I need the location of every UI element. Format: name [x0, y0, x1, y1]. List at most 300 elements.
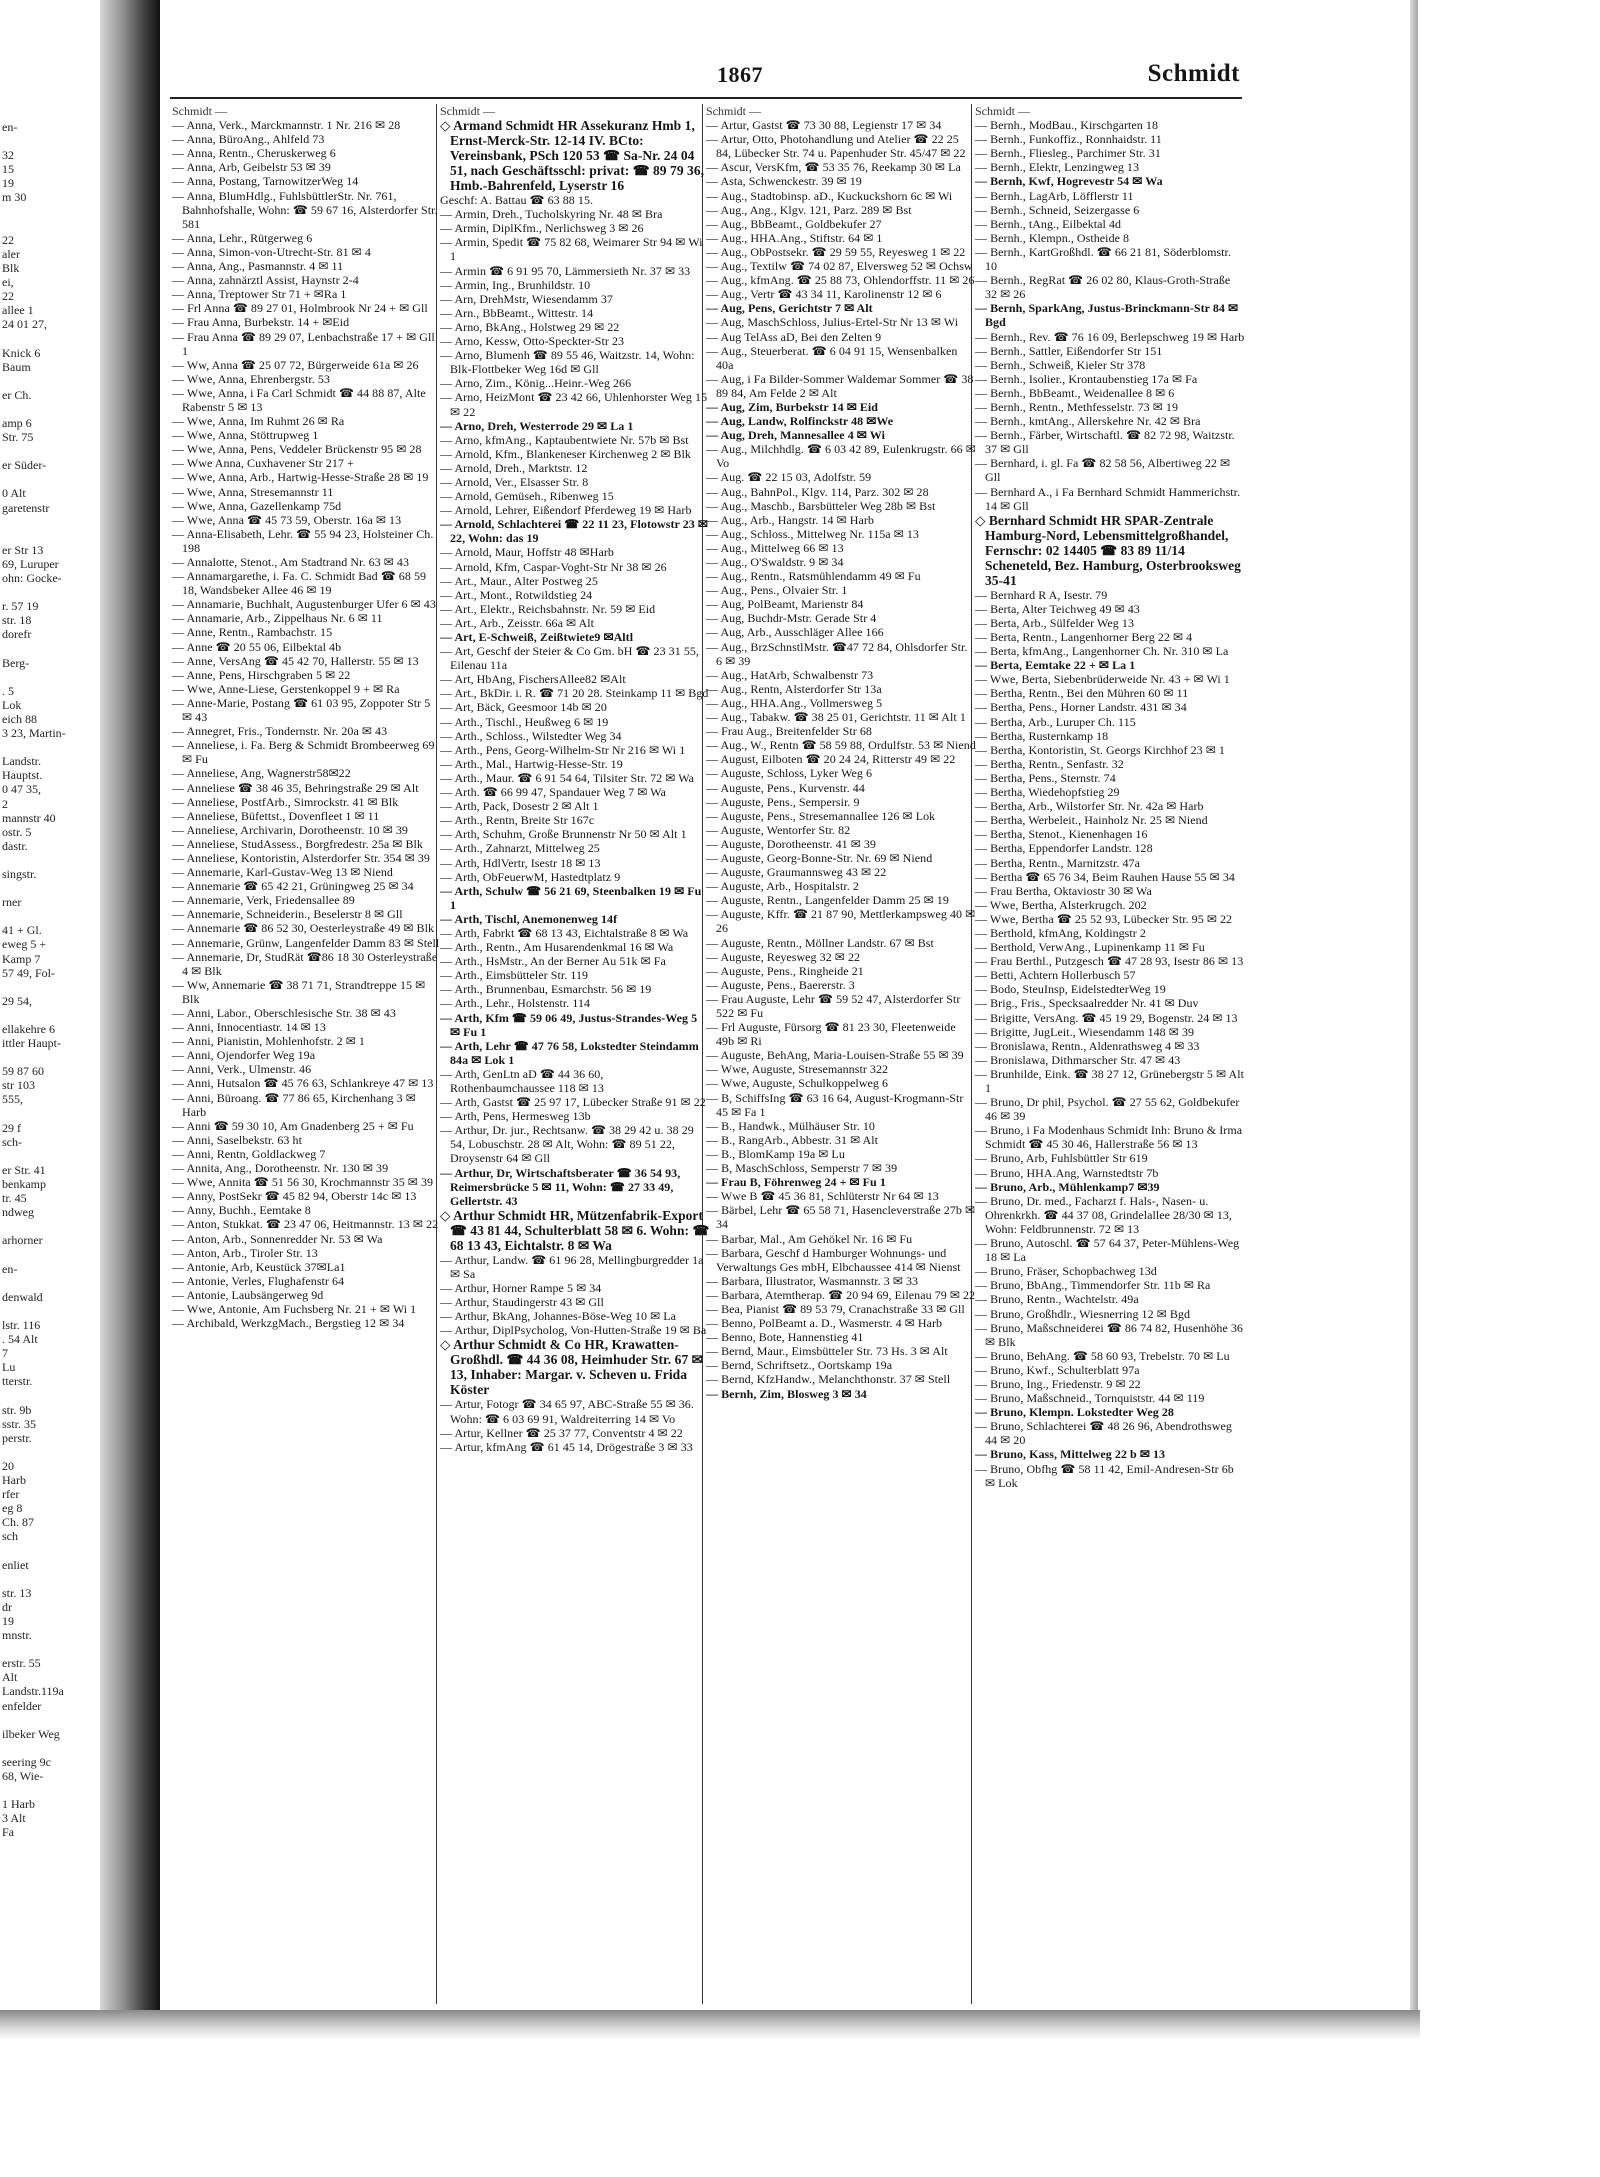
facing-page-fragment: dr — [2, 1599, 12, 1614]
directory-entry: — Arnold, Dreh., Marktstr. 12 — [440, 460, 588, 475]
facing-page-fragment: Lu — [2, 1360, 16, 1375]
directory-entry: — Anneliese, Ang, Wagnerstr58✉22 — [172, 766, 351, 781]
directory-entry: — Benno, PolBeamt a. D., Wasmerstr. 4 ✉ Harb — [706, 1316, 943, 1331]
directory-entry: — Auguste, Pens., Sempersir. 9 — [706, 794, 860, 809]
directory-entry: — Brigitte, JugLeit., Wiesendamm 148 ✉ 39 — [975, 1024, 1195, 1039]
directory-entry: — Frau Auguste, Lehr ☎ 59 52 47, Alsterdorfer Str 522 ✉ Fu — [706, 991, 961, 1020]
book-gutter — [100, 0, 160, 2030]
directory-entry: — Arnold, Ver., Elsasser Str. 8 — [440, 474, 589, 489]
directory-entry: — Armin, DiplKfm., Nerlichsweg 3 ✉ 26 — [440, 221, 644, 236]
facing-page-fragment — [2, 219, 100, 233]
facing-page-fragment — [2, 331, 100, 345]
directory-entry: — Bruno, Klempn. Lokstedter Weg 28 — [975, 1405, 1174, 1420]
facing-page-fragment: dorefr — [2, 627, 32, 642]
directory-entry: — Auguste, Kffr. ☎ 21 87 90, Mettlerkampsweg 40 ✉ 26 — [706, 907, 976, 936]
directory-entry: — Anni, Innocentiastr. 14 ✉ 13 — [172, 1020, 326, 1035]
facing-page-fragment: 22 — [2, 289, 14, 304]
directory-entry: — Bernh., LagArb, Löfflerstr 11 — [975, 188, 1134, 203]
directory-entry: — Armin, Spedit ☎ 75 82 68, Weimarer Str 94 ✉ Wi 1 — [440, 235, 703, 264]
facing-page-fragment: arhorner — [2, 1233, 43, 1248]
directory-entry: — Barbara, Geschf d Hamburger Wohnungs- und Verwaltungs Ges mbH, Elbchaussee 414 ✉ Nienst — [706, 1245, 961, 1274]
facing-page-fragment: 3 Alt — [2, 1811, 26, 1826]
facing-page-fragment: en- — [2, 1261, 18, 1276]
directory-entry: — Bruno, Maßschneid., Tornquiststr. 44 ✉ 119 — [975, 1391, 1205, 1406]
facing-page-fragment: aler — [2, 246, 20, 261]
directory-entry: — Anni, Rentn, Goldlackweg 7 — [172, 1146, 326, 1161]
facing-page-fragment — [2, 853, 100, 867]
directory-entry: — Arth, ObFeuerwM, Hastedtplatz 9 — [440, 869, 621, 884]
directory-entry: — Bruno, HHA.Ang, Warnstedtstr 7b — [975, 1165, 1159, 1180]
directory-entry: — Auguste, Arb., Hospitalstr. 2 — [706, 879, 859, 894]
directory-entry: — Brig., Fris., Specksaalredder Nr. 41 ✉ Duv — [975, 996, 1199, 1011]
directory-entry: — Arth, Kfm ☎ 59 06 49, Justus-Strandes-Weg 5 ✉ Fu 1 — [440, 1010, 698, 1039]
directory-entry: — Art, HbAng, FischersAllee82 ✉Alt — [440, 672, 626, 687]
directory-entry: — Barbara, Illustrator, Wasmannstr. 3 ✉ 33 — [706, 1273, 919, 1288]
directory-entry: — B., BlomKamp 19a ✉ Lu — [706, 1146, 845, 1161]
directory-entry: — Aug., BrzSchnstlMstr. ☎47 72 84, Ohlsdorfer Str. 6 ✉ 39 — [706, 639, 968, 668]
directory-entry: — Bernh, Kwf, Hogrevestr 54 ✉ Wa — [975, 174, 1163, 189]
facing-page-fragment: Baum — [2, 359, 31, 374]
directory-entry: — Bernd, KfzHandw., Melanchthonstr. 37 ✉ Stell — [706, 1372, 951, 1387]
directory-entry: — Auguste, BehAng, Maria-Louisen-Straße 55 ✉ 39 — [706, 1048, 964, 1063]
facing-page-fragment: singstr. — [2, 866, 37, 881]
facing-page-fragment: seering 9c — [2, 1754, 51, 1769]
directory-entry: — Anna, Lehr., Rütgerweg 6 — [172, 230, 313, 245]
directory-entry: — Anton, Arb., Sonnenredder Nr. 53 ✉ Wa — [172, 1231, 383, 1246]
facing-page-fragment: er Süder- — [2, 458, 47, 473]
directory-entry: — Bertha, Kontoristin, St. Georgs Kirchhof 23 ✉ 1 — [975, 742, 1225, 757]
directory-entry: — Arthur, Staudingerstr 43 ✉ Gll — [440, 1295, 604, 1310]
directory-entry: — Bruno, Rentn., Wachtelstr. 49a — [975, 1292, 1139, 1307]
directory-entry: — Bertha, Arb., Luruper Ch. 115 — [975, 714, 1136, 729]
directory-entry: — Annemarie ☎ 86 52 30, Oesterleystraße 49 ✉ Blk — [172, 921, 435, 936]
directory-entry: — Bruno, Dr phil, Psychol. ☎ 27 55 62, Goldbekufer 46 ✉ 39 — [975, 1095, 1240, 1124]
directory-entry: — Anny, PostSekr ☎ 45 82 94, Oberstr 14c ✉ 13 — [172, 1189, 417, 1204]
directory-entry: — Annegret, Fris., Tondernstr. Nr. 20a ✉ 43 — [172, 724, 388, 739]
directory-entry: — Brigitte, VersAng. ☎ 45 19 29, Bogenstr. 24 ✉ 13 — [975, 1010, 1238, 1025]
directory-entry: — Bernh., Fliesleg., Parchimer Str. 31 — [975, 146, 1161, 161]
directory-entry: — Bernh., Isolier., Krontaubenstieg 17a ✉ Fa — [975, 371, 1198, 386]
directory-entry: — Archibald, WerkzgMach., Bergstieg 12 ✉ 34 — [172, 1316, 405, 1331]
directory-entry: — Aug., Steuerberat. ☎ 6 04 91 15, Wensenbalken 40a — [706, 343, 958, 372]
directory-entry: — Anneliese, PostfArb., Simrockstr. 41 ✉ Blk — [172, 794, 399, 809]
facing-page-fragment: ostr. 5 — [2, 824, 32, 839]
facing-page-fragment: ittler Haupt- — [2, 1036, 61, 1051]
facing-page-fragment: 24 01 27, — [2, 317, 47, 332]
directory-entry: — Bertha, Eppendorfer Landstr. 128 — [975, 841, 1153, 856]
directory-entry: — Auguste, Rentn., Langenfelder Damm 25 ✉ 19 — [706, 893, 949, 908]
facing-page-fragment: 20 — [2, 1458, 14, 1473]
directory-column-3 — [706, 104, 976, 2004]
directory-entry: — Bernh., Klempn., Ostheide 8 — [975, 230, 1130, 245]
facing-page-fragment: 57 49, Fol- — [2, 965, 56, 980]
facing-page-fragment: 555, — [2, 1092, 23, 1107]
directory-entry: — Frau Aug., Breitenfelder Str 68 — [706, 724, 872, 739]
directory-entry: — Frl Auguste, Fürsorg ☎ 81 23 30, Fleetenweide 49b ✉ Ri — [706, 1020, 956, 1049]
directory-entry: — Bernh., tAng., Eilbektal 4d — [975, 216, 1122, 231]
directory-entry: — Auguste, Pens., Stresemannallee 126 ✉ Lok — [706, 808, 936, 823]
directory-entry: — Bertha, Pens., Sternstr. 74 — [975, 770, 1116, 785]
facing-page-fragment: eich 88 — [2, 711, 37, 726]
directory-entry: — Arth. ☎ 66 99 47, Spandauer Weg 7 ✉ Wa — [440, 785, 666, 800]
directory-entry: ◇ Bernhard Schmidt HR SPAR-Zentrale Hamburg-Nord, Lebensmittelgroßhandel, Fernschr: 02 14405 ☎ 83 89 11/14 Scheneteld, Bez. Hamburg, Osterbrooksweg 35-41 — [975, 512, 1241, 588]
facing-page-fragment: str. 18 — [2, 613, 32, 628]
directory-entry: — Arth., Rentn, Breite Str 167c — [440, 813, 595, 828]
directory-entry: — Aug., Ang., Klgv. 121, Parz. 289 ✉ Bst — [706, 202, 912, 217]
directory-entry: — Art., Maur., Alter Postweg 25 — [440, 573, 598, 588]
facing-page-fragment: eg 8 — [2, 1501, 23, 1516]
directory-column-2 — [440, 104, 710, 2004]
directory-entry: — Anneliese, i. Fa. Berg & Schmidt Brombeerweg 69 ✉ Fu — [172, 738, 435, 767]
directory-entry: — Arth, Schulw ☎ 56 21 69, Steenbalken 19 ✉ Fu 1 — [440, 883, 702, 912]
facing-page-fragment — [2, 1783, 100, 1797]
facing-page-fragment: en- — [2, 120, 18, 134]
directory-entry: — Bernd, Schriftsetz., Oortskamp 19a — [706, 1358, 893, 1373]
facing-page-fragment: m 30 — [2, 190, 27, 205]
directory-entry: — Wwe, Bertha ☎ 25 52 93, Lübecker Str. 95 ✉ 22 — [975, 911, 1233, 926]
facing-page-fragment: Lok — [2, 697, 22, 712]
directory-entry: — Aug., W., Rentn ☎ 58 59 88, Ordulfstr. 53 ✉ Niend — [706, 738, 976, 753]
directory-entry: — Art, E-Schweiß, Zeißtwiete9 ✉Altl — [440, 630, 634, 644]
directory-entry: — Bernhard, i. gl. Fa ☎ 82 58 56, Albertiweg 22 ✉Gll — [975, 456, 1231, 485]
directory-entry: — Bertha, Rentn., Senfastr. 32 — [975, 756, 1124, 771]
directory-entry: — Anton, Stukkat. ☎ 23 47 06, Heitmannstr. 13 ✉ 22 — [172, 1217, 439, 1232]
directory-entry: — Annalotte, Stenot., Am Stadtrand Nr. 63 ✉ 43 — [172, 555, 410, 569]
directory-entry: — Artur, Otto, Photohandlung und Atelier ☎ 22 25 84, Lübecker Str. 74 u. Papenhuder Str. 45/47 ✉ 22 — [706, 132, 966, 161]
directory-entry: — Anni, Hutsalon ☎ 45 76 63, Schlankreye 47 ✉ 13 — [172, 1076, 434, 1091]
facing-page-fragment: Berg- — [2, 655, 30, 670]
directory-entry: — B., RangArb., Abbestr. 31 ✉ Alt — [706, 1132, 879, 1147]
directory-entry: — Berta, kfmAng., Langenhorner Ch. Nr. 310 ✉ La — [975, 644, 1229, 659]
directory-entry: — Arth., Lehr., Holstenstr. 114 — [440, 996, 591, 1011]
directory-entry: — Wwe, Antonie, Am Fuchsberg Nr. 21 + ✉ Wi 1 — [172, 1301, 417, 1316]
directory-entry: — Artur, kfmAng ☎ 61 45 14, Drögestraße 3 ✉ 33 — [440, 1439, 693, 1454]
directory-entry: — Arth, Pack, Dosestr 2 ✉ Alt 1 — [440, 799, 599, 814]
directory-entry: — Aug, Arb., Ausschläger Allee 166 — [706, 625, 884, 640]
directory-entry: — Berta, Alter Teichweg 49 ✉ 43 — [975, 601, 1140, 616]
facing-page-fragment — [2, 374, 100, 388]
directory-entry: — Bruno, Autoschl. ☎ 57 64 37, Peter-Mühlens-Weg 18 ✉ La — [975, 1236, 1240, 1265]
facing-page-fragment: Knick 6 — [2, 345, 41, 360]
directory-entry: — Anne-Marie, Postang ☎ 61 03 95, Zoppoter Str 5 ✉ 43 — [172, 695, 431, 725]
directory-entry: — B, MaschSchloss, Semperstr 7 ✉ 39 — [706, 1161, 898, 1176]
directory-entry: — Art, Bäck, Geesmoor 14b ✉ 20 — [440, 700, 607, 715]
directory-entry: — Arthur, DiplPsycholog, Von-Hutten-Straße 19 ✉ Ba — [440, 1323, 707, 1338]
directory-entry: — Bruno, Arb, Fuhlsbüttler Str 619 — [975, 1151, 1148, 1166]
directory-entry: — Arno, HeizMont ☎ 23 42 66, Uhlenhorster Weg 15 ✉ 22 — [440, 390, 708, 419]
facing-page-fragment: 22 — [2, 232, 14, 247]
directory-entry: — Wwe, Anna, Ehrenbergstr. 53 — [172, 371, 330, 386]
directory-entry: — Aug., Milchhdlg. ☎ 6 03 42 89, Eulenkrugstr. 66 ✉ Vo — [706, 442, 976, 471]
facing-page-fragment: Hauptst. — [2, 768, 43, 783]
directory-entry: — Annamarie, Buchhalt, Augustenburger Ufer 6 ✉ 43 — [172, 597, 436, 612]
directory-entry: — Bertha, Pens., Horner Landstr. 431 ✉ 34 — [975, 700, 1187, 715]
column-running-head: Schmidt — — [172, 104, 228, 118]
directory-entry: — Arth., Schloss., Wilstedter Weg 34 — [440, 728, 622, 743]
directory-entry: — Ascur, VersKfm, ☎ 53 35 76, Reekamp 30 ✉ La — [706, 160, 961, 175]
directory-entry: — Bernh., KartGroßhdl. ☎ 66 21 81, Söderblomstr. 10 — [975, 244, 1231, 274]
page-bottom-shadow — [0, 2010, 1420, 2040]
directory-entry: — Aug, MaschSchloss, Julius-Ertel-Str Nr 13 ✉ Wi — [706, 315, 959, 330]
facing-page-fragment: 2 — [2, 796, 8, 811]
directory-entry: — Wwe, Annita ☎ 51 56 30, Krochmannstr 35 ✉ 39 — [172, 1175, 434, 1190]
directory-entry: — Antonie, Arb, Keustück 37✉La1 — [172, 1259, 346, 1274]
directory-entry: — Aug., BbBeamt., Goldbekufer 27 — [706, 216, 882, 231]
directory-entry: — Wwe B ☎ 45 36 81, Schlüterstr Nr 64 ✉ 13 — [706, 1189, 939, 1204]
directory-entry: — Bernh, SparkAng, Justus-Brinckmann-Str 84 ✉ Bgd — [975, 301, 1239, 330]
directory-entry: — Aug, Buchdr-Mstr. Gerade Str 4 — [706, 611, 877, 626]
directory-entry: — Berta, Rentn., Langenhorner Berg 22 ✉ 4 — [975, 630, 1193, 644]
directory-entry: — Bruno, i Fa Modenhaus Schmidt Inh: Bruno & Irma Schmidt ☎ 45 30 46, Hallerstraße 56 ✉ 13 — [975, 1123, 1243, 1152]
directory-entry: — Arth, GenLtn aD ☎ 44 36 60, Rothenbaumchaussee 118 ✉ 13 — [440, 1066, 604, 1095]
directory-entry: — Wwe, Berta, Siebenbrüderweide Nr. 43 + ✉ Wi 1 — [975, 672, 1230, 687]
directory-entry: — Arnold, Kfm., Blankeneser Kirchenweg 2 ✉ Blk — [440, 446, 691, 461]
directory-entry: — Arth, Tischl, Anemonenweg 14f — [440, 911, 618, 926]
directory-entry: — Aug., Rentn, Alsterdorfer Str 13a — [706, 681, 882, 696]
directory-entry: — Arth., Tischl., Heußweg 6 ✉ 19 — [440, 714, 609, 729]
directory-entry: — Aug, Zim, Burbekstr 14 ✉ Eid — [706, 399, 879, 414]
facing-page-fragment: 59 87 60 — [2, 1064, 44, 1079]
directory-column-1 — [172, 104, 442, 2004]
directory-entry: — Bernh., Färber, Wirtschaftl. ☎ 82 72 98, Waitzstr. 37 ✉ Gll — [975, 428, 1235, 457]
directory-entry: — Annemarie, Karl-Gustav-Weg 13 ✉ Niend — [172, 865, 393, 880]
directory-entry: — Bernh., Rev. ☎ 76 16 09, Berlepschweg 19 ✉ Harb — [975, 329, 1245, 344]
directory-entry: — Bruno, Kass, Mittelweg 22 b ✉ 13 — [975, 1447, 1166, 1462]
facing-page-fragment: 0 47 35, — [2, 782, 41, 797]
facing-page-fragment: eweg 5 + — [2, 937, 47, 952]
facing-page-fragment: 19 — [2, 1613, 14, 1628]
directory-entry: — Annemarie, Verk, Friedensallee 89 — [172, 893, 355, 908]
facing-page-fragment: rner — [2, 895, 22, 910]
facing-page-fragment: Alt — [2, 1670, 18, 1685]
directory-entry: — Arno, Blumenh ☎ 89 55 46, Waitzstr. 14, Wohn: Blk-Flottbeker Weg 16d ✉ Gll — [440, 348, 695, 377]
directory-entry: — Anna, Ang., Pasmannstr. 4 ✉ 11 — [172, 259, 344, 274]
directory-entry: — Auguste, Wentorfer Str. 82 — [706, 822, 851, 837]
directory-entry: — Artur, Gastst ☎ 73 30 88, Legienstr 17 ✉ 34 — [706, 118, 942, 133]
directory-entry: — Bea, Pianist ☎ 89 53 79, Cranachstraße 33 ✉ Gll — [706, 1301, 965, 1316]
directory-entry: — Aug, Pens, Gerichtstr 7 ✉ Alt — [706, 301, 873, 316]
directory-entry: — Wwe, Anna ☎ 45 73 59, Oberstr. 16a ✉ 13 — [172, 512, 402, 527]
directory-entry: — Wwe, Auguste, Stresemannstr 322 — [706, 1062, 889, 1077]
facing-page-fragment: 29 f — [2, 1120, 21, 1135]
directory-entry: — Aug., Textilw ☎ 74 02 87, Elversweg 52 ✉ Ochsw — [706, 259, 973, 274]
directory-entry: — August, Eilboten ☎ 20 24 24, Ritterstr 49 ✉ 22 — [706, 752, 956, 767]
facing-page-fragment — [2, 1219, 100, 1233]
directory-entry: — Anna, Postang, TarnowitzerWeg 14 — [172, 174, 359, 189]
directory-entry: — Berta, Arb., Sülfelder Weg 13 — [975, 615, 1134, 630]
directory-entry: — Armin, Ing., Brunhildstr. 10 — [440, 277, 591, 292]
directory-entry: — Bruno, BbAng., Timmendorfer Str. 11b ✉ Ra — [975, 1278, 1211, 1293]
directory-entry: — Bertha, Rentn., Marnitzstr. 47a — [975, 855, 1140, 870]
directory-entry: — Arno, Zim., König...Heinr.-Weg 266 — [440, 376, 632, 391]
directory-entry: — Bertha, Wiedehopfstieg 29 — [975, 785, 1120, 800]
directory-entry: — Wwe, Anna, Im Ruhmt 26 ✉ Ra — [172, 414, 345, 429]
directory-entry: — Auguste, Reyesweg 32 ✉ 22 — [706, 949, 861, 964]
directory-entry: — Auguste, Graumannsweg 43 ✉ 22 — [706, 865, 887, 880]
directory-entry: — Anni, Labor., Oberschlesische Str. 38 ✉ 43 — [172, 1006, 396, 1020]
directory-entry: — Aug, Landw, Rolfinckstr 48 ✉We — [706, 414, 894, 429]
directory-entry: — Arnold, Schlachterei ☎ 22 11 23, Flotowstr 23 ✉ 22, Wohn: das 19 — [440, 517, 709, 546]
directory-entry: — Betti, Achtern Hollerbusch 57 — [975, 968, 1136, 983]
directory-entry: — Arth., Eimsbütteler Str. 119 — [440, 968, 589, 983]
facing-page-fragment: ohn: Gocke- — [2, 571, 62, 585]
page-number: 1867 — [717, 62, 763, 87]
directory-entry: — Arthur, Horner Rampe 5 ✉ 34 — [440, 1281, 602, 1296]
directory-entry: — Arnold, Gemüseh., Ribenweg 15 — [440, 489, 614, 504]
directory-entry: — Anneliese, Kontoristin, Alsterdorfer Str. 354 ✉ 39 — [172, 850, 430, 865]
directory-entry: — Auguste, Pens., Ringheide 21 — [706, 963, 864, 978]
directory-entry: — Annamargarethe, i. Fa. C. Schmidt Bad ☎ 68 59 18, Wandsbeker Allee 46 ✉ 19 — [172, 569, 427, 598]
directory-entry: — Barbar, Mal., Am Gehökel Nr. 16 ✉ Fu — [706, 1231, 913, 1246]
directory-entry: — Arnold, Lehrer, Eißendorf Pferdeweg 19 ✉ Harb — [440, 503, 692, 518]
directory-entry: — Bernh., Sattler, Eißendorfer Str 151 — [975, 343, 1163, 358]
directory-entry: — Armin ☎ 6 91 95 70, Lämmersieth Nr. 37 ✉ 33 — [440, 263, 691, 278]
facing-page-fragment: 29 54, — [2, 993, 32, 1008]
directory-entry: — Wwe, Anna, Gazellenkamp 75d — [172, 498, 342, 513]
directory-entry: — Arth., Mal., Hartwig-Hesse-Str. 19 — [440, 756, 623, 771]
facing-page-fragment: r. 57 19 — [2, 599, 39, 614]
facing-page-fragment: Str. 75 — [2, 430, 34, 445]
directory-entry: — Frl Anna ☎ 89 27 01, Holmbrook Nr 24 + ✉ Gll — [172, 301, 428, 316]
facing-page-fragment: Fa — [2, 1825, 14, 1840]
directory-entry: — Berthold, kfmAng, Koldingstr 2 — [975, 925, 1146, 940]
directory-entry: — Wwe, Anna, Stöttrupweg 1 — [172, 428, 319, 443]
facing-page-fragment: 7 — [2, 1346, 8, 1361]
facing-page-fragment: Landstr.119a — [2, 1684, 64, 1699]
page-heading: Schmidt — [1147, 60, 1240, 87]
directory-entry: — Wwe, Auguste, Schulkoppelweg 6 — [706, 1076, 889, 1091]
directory-entry: — Armin, Dreh., Tucholskyring Nr. 48 ✉ Bra — [440, 207, 663, 222]
directory-entry: — Aug., Stadtobinsp. aD., Kuckuckshorn 6c ✉ Wi — [706, 188, 953, 203]
directory-entry: — Anna, Rentn., Cheruskerweg 6 — [172, 146, 336, 161]
directory-entry: — Benno, Bote, Hannenstieg 41 — [706, 1330, 864, 1345]
facing-page-fragment: ilbeker Weg — [2, 1726, 60, 1741]
directory-entry: — Art., Arb., Zeisstr. 66a ✉ Alt — [440, 615, 594, 630]
directory-entry: — Arth., Zahnarzt, Mittelweg 25 — [440, 841, 600, 856]
directory-entry: — B., Handwk., Mülhäuser Str. 10 — [706, 1118, 875, 1133]
directory-entry: — Arthur, Dr, Wirtschaftsberater ☎ 36 54 93, Reimersbrücke 5 ✉ 11, Wohn: ☎ 27 33 49, Gellertstr. 43 — [440, 1165, 681, 1208]
directory-entry: — Auguste, Rentn., Möllner Landstr. 67 ✉ Bst — [706, 935, 934, 950]
facing-page-fragment — [2, 641, 100, 655]
directory-entry: — Bernh., Elektr, Lenzingweg 13 — [975, 160, 1140, 175]
directory-entry: — Bernh., ModBau., Kirschgarten 18 — [975, 118, 1159, 133]
directory-entry: — Arthur, BkAng, Johannes-Böse-Weg 10 ✉ La — [440, 1309, 677, 1324]
directory-entry: — Aug., HHA.Ang., Vollmersweg 5 — [706, 695, 883, 710]
directory-entry: — Anna, BlumHdlg., FuhlsbüttlerStr. Nr. 761, Bahnhofshalle, Wohn: ☎ 59 67 16, Alsterdorfer Str. 581 — [172, 188, 438, 231]
directory-entry: — Anna-Elisabeth, Lehr. ☎ 55 94 23, Holsteiner Ch. 198 — [172, 526, 434, 555]
directory-entry: — Anni ☎ 59 30 10, Am Gnadenberg 25 + ✉ Fu — [172, 1118, 414, 1133]
directory-entry: — Aug., kfmAng. ☎ 25 88 73, Ohlendorffstr. 11 ✉ 26 — [706, 273, 975, 288]
directory-entry: — Wwe, Anna, Stresemannstr 11 — [172, 484, 334, 499]
directory-entry: — Anni, Verk., Ulmenstr. 46 — [172, 1062, 312, 1077]
directory-entry: — Wwe, Anne-Liese, Gerstenkoppel 9 + ✉ Ra — [172, 681, 400, 696]
directory-entry: — Annemarie ☎ 65 42 21, Grüningweg 25 ✉ 34 — [172, 879, 414, 894]
facing-page-fragment: lstr. 116 — [2, 1317, 41, 1332]
facing-page-fragment — [2, 1572, 100, 1586]
directory-entry: — Anna, Simon-von-Utrecht-Str. 81 ✉ 4 — [172, 244, 371, 259]
facing-page-fragment: 41 + Gl. — [2, 923, 42, 938]
directory-entry: — Anna, Verk., Marckmannstr. 1 Nr. 216 ✉ 28 — [172, 118, 401, 133]
directory-entry: — Anna, Treptower Str 71 + ✉Ra 1 — [172, 287, 347, 302]
facing-page-fragment — [2, 980, 100, 994]
directory-entry: — Arth., Rentn., Am Husarendenkmal 16 ✉ Wa — [440, 940, 674, 955]
facing-page-fragment — [2, 515, 100, 529]
facing-page-fragment — [2, 472, 100, 486]
directory-entry: — Arnold, Kfm, Caspar-Voght-Str Nr 38 ✉ 26 — [440, 559, 667, 574]
directory-entry: — Annemarie, Dr, StudRät ☎86 18 30 Osterleystraße 4 ✉ Blk — [172, 949, 438, 978]
directory-entry: — Aug., BahnPol., Klgv. 114, Parz. 302 ✉ 28 — [706, 484, 929, 499]
directory-entry: — Berthold, VerwAng., Lupinenkamp 11 ✉ Fu — [975, 940, 1205, 955]
directory-entry: — Auguste, Schloss, Lyker Weg 6 — [706, 766, 873, 781]
facing-page-fragment: denwald — [2, 1289, 43, 1304]
facing-page-fragment — [2, 1713, 100, 1727]
directory-entry: — Arth, Schuhm, Große Brunnenstr Nr 50 ✉ Alt 1 — [440, 827, 687, 842]
directory-entry: — Arno, Dreh, Westerrode 29 ✉ La 1 — [440, 418, 634, 433]
directory-entry: — Bruno, Maßschneiderei ☎ 86 74 82, Husenhöhe 36 ✉ Blk — [975, 1320, 1243, 1349]
directory-entry: — Artur, Fotogr ☎ 34 65 97, ABC-Straße 55 ✉ 36. Wohn: ☎ 6 03 69 91, Waldreiterring 14 ✉ Vo — [440, 1397, 694, 1426]
directory-entry: — Bernd, Maur., Eimsbütteler Str. 73 Hs. 3 ✉ Alt — [706, 1344, 948, 1359]
facing-page-fragment — [2, 585, 100, 599]
directory-entry: — Auguste, Pens., Baererstr. 3 — [706, 977, 855, 992]
facing-page-fragment: enfelder — [2, 1698, 42, 1713]
directory-entry: — Anna, Arb, Geibelstr 53 ✉ 39 — [172, 160, 331, 175]
facing-page-fragment: . 5 — [2, 683, 14, 698]
facing-page-fragment — [2, 1008, 100, 1022]
facing-page-fragment: sch — [2, 1529, 18, 1544]
facing-page-fragment — [2, 909, 100, 923]
directory-entry: — Ww, Anna ☎ 25 07 72, Bürgerweide 61a ✉ 26 — [172, 357, 419, 372]
directory-entry: — Annita, Ang., Dorotheenstr. Nr. 130 ✉ 39 — [172, 1161, 389, 1176]
directory-entry: — Auguste, Georg-Bonne-Str. Nr. 69 ✉ Niend — [706, 850, 933, 865]
directory-entry: — Bernh., kmtAng., Allerskehre Nr. 42 ✉ Bra — [975, 414, 1201, 429]
directory-entry: — Bertha ☎ 65 76 34, Beim Rauhen Hause 55 ✉ 34 — [975, 869, 1235, 884]
directory-entry: — Anny, Buchh., Eemtake 8 — [172, 1203, 311, 1218]
directory-entry: — Annamarie, Arb., Zippelhaus Nr. 6 ✉ 11 — [172, 611, 383, 626]
directory-entry: — Anneliese, Archivarin, Dorotheenstr. 10 ✉ 39 — [172, 822, 408, 837]
facing-page-fragment: str. 13 — [2, 1585, 32, 1600]
directory-entry: — Anna, zahnärztl Assist, Haynstr 2-4 — [172, 273, 359, 288]
directory-entry: — Bertha, Stenot., Kienenhagen 16 — [975, 827, 1148, 842]
directory-entry: — Arth., Maur. ☎ 6 91 54 64, Tilsiter Str. 72 ✉ Wa — [440, 770, 695, 785]
directory-entry: — Frau Anna ☎ 89 29 07, Lenbachstraße 17 + ✉ Gll 1 — [172, 329, 435, 358]
directory-entry: — Arth., HsMstr., An der Berner Au 51k ✉ Fa — [440, 954, 666, 969]
directory-entry: — Bronislawa, Dithmarscher Str. 47 ✉ 43 — [975, 1052, 1181, 1067]
header-rule — [170, 97, 1242, 99]
facing-page-fragment: sch- — [2, 1134, 22, 1149]
directory-entry: — Art, Geschf der Steier & Co Gm. bH ☎ 23 31 55, Eilenau 11a — [440, 644, 699, 673]
directory-entry: — Bernhard R A, Isestr. 79 — [975, 587, 1108, 602]
directory-entry: — Bertha, Rusternkamp 18 — [975, 728, 1109, 743]
directory-entry: — Auguste, Pens., Kurvenstr. 44 — [706, 780, 865, 795]
facing-page-fragment: perstr. — [2, 1430, 32, 1445]
facing-page-fragment — [2, 740, 100, 754]
directory-entry: ◇ Arthur Schmidt & Co HR, Krawatten-Großhdl. ☎ 44 36 08, Heimhuder Str. 67 ✉ 13, Inhaber: Margar. v. Scheven u. Frida Köster — [440, 1337, 704, 1398]
directory-entry: — Art., Mont., Rotwildstieg 24 — [440, 587, 593, 602]
facing-page-fragment: enliet — [2, 1557, 29, 1572]
directory-entry: — Bruno, Kwf., Schulterblatt 97a — [975, 1362, 1140, 1377]
facing-page-fragment: mannstr 40 — [2, 810, 56, 825]
directory-entry: — Anni, Büroang. ☎ 77 86 65, Kirchenhang 3 ✉ Harb — [172, 1090, 416, 1119]
directory-entry: — Anni, Ojendorfer Weg 19a — [172, 1048, 316, 1063]
facing-page-fragment: Ch. 87 — [2, 1515, 35, 1530]
directory-entry: — Arno, Kessw, Otto-Speckter-Str 23 — [440, 334, 625, 349]
directory-entry: — Arth, Pens, Hermesweg 13b — [440, 1109, 591, 1124]
facing-page-fragment — [2, 1149, 100, 1163]
facing-page-fragment: 3 23, Martin- — [2, 726, 66, 741]
facing-page-fragment: . 54 Alt — [2, 1332, 38, 1347]
facing-page-fragment: 68, Wie- — [2, 1768, 44, 1783]
directory-entry: — Aug, Dreh, Mannesallee 4 ✉ Wi — [706, 428, 885, 443]
